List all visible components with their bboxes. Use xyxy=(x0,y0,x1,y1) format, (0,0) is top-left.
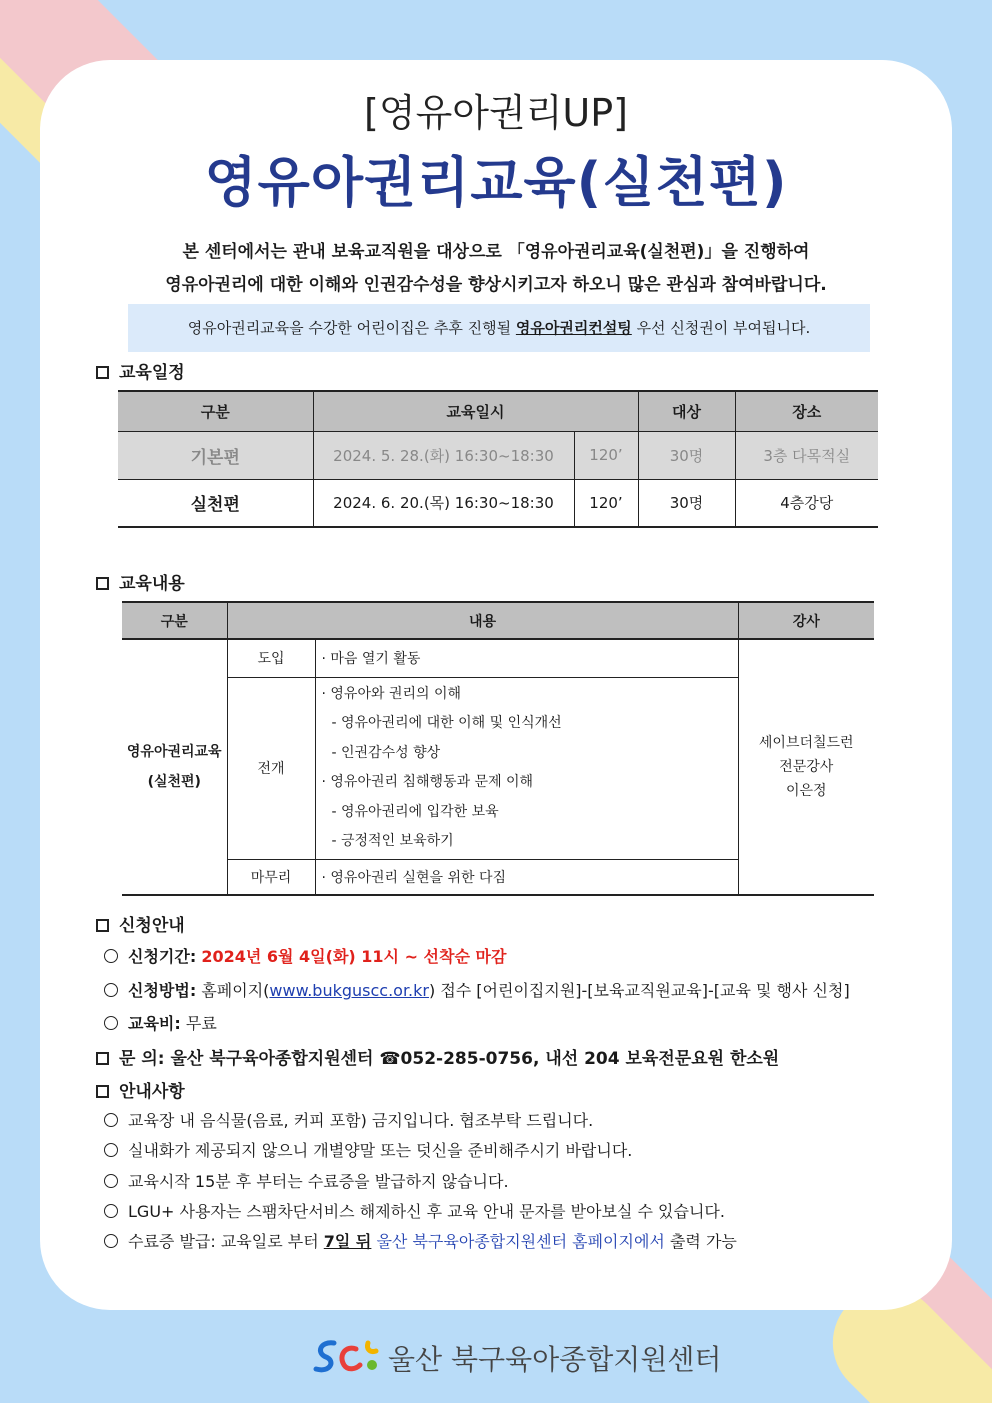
section-content-label: 교육내용 xyxy=(119,574,185,594)
content-header-content: 내용 xyxy=(227,602,738,639)
schedule-type: 실천편 xyxy=(118,479,313,527)
note-item xyxy=(104,1138,632,1161)
page-subtitle: [영유아권리UP] xyxy=(364,91,628,135)
content-header-row xyxy=(122,602,874,639)
schedule-type: 기본편 xyxy=(118,431,313,479)
apply-method xyxy=(104,978,850,1001)
apply-period-value: 2024년 6월 4일(화) 11시 ~ 선착순 마감 xyxy=(201,947,507,966)
schedule-target: 30명 xyxy=(638,431,735,479)
schedule-header-target: 대상 xyxy=(638,391,735,431)
content-main-subitem: - 영유아권리에 입각한 보육 xyxy=(331,803,499,820)
apply-fee-value: 무료 xyxy=(185,1014,217,1033)
page-title: 영유아권리교육(실천편) xyxy=(204,151,788,214)
inquiry-value: 울산 북구육아종합지원센터 ☎052-285-0756, 내선 204 보육전문요원 한소원 xyxy=(170,1049,780,1069)
note-item xyxy=(104,1199,725,1222)
content-category xyxy=(122,639,227,895)
schedule-row-basic xyxy=(118,431,878,479)
content-item-close: · 영유아권리 실현을 위한 다짐 xyxy=(315,859,738,895)
content-main-subitem: - 영유아권리에 대한 이해 및 인식개선 xyxy=(331,715,562,731)
checkbox-square-icon xyxy=(96,919,109,932)
note-item xyxy=(104,1108,593,1131)
content-stage-close: 마무리 xyxy=(227,859,315,895)
instructor-line3: 이은정 xyxy=(785,783,827,799)
schedule-table xyxy=(118,390,878,528)
content-main-item: · 영유아권리 침해행동과 문제 이해 xyxy=(321,774,534,790)
note-text: 교육시작 15분 후 부터는 수료증을 발급하지 않습니다. xyxy=(128,1172,509,1191)
schedule-place: 3층 다목적실 xyxy=(735,431,878,479)
circle-bullet-icon xyxy=(104,1234,118,1248)
instructor-line2: 전문강사 xyxy=(779,759,834,775)
cert-blue: 울산 북구육아종합지원센터 홈페이지에서 xyxy=(371,1232,665,1251)
homepage-link[interactable]: www.bukguscc.or.kr xyxy=(269,981,429,1000)
content-row-intro xyxy=(122,639,874,677)
note-text: 교육장 내 음식물(음료, 커피 포함) 금지입니다. 협조부탁 드립니다. xyxy=(128,1111,594,1130)
center-logo-icon xyxy=(310,1335,380,1379)
circle-bullet-icon xyxy=(104,949,118,963)
notice-banner xyxy=(128,304,870,352)
apply-method-label: 신청방법: xyxy=(128,981,197,1000)
content-header-instructor: 강사 xyxy=(738,602,874,639)
note-text: 실내화가 제공되지 않으니 개별양말 또는 덧신을 준비해주시기 바랍니다. xyxy=(128,1141,633,1160)
content-main-item: · 영유아와 권리의 이해 xyxy=(321,685,462,702)
circle-bullet-icon xyxy=(104,983,118,997)
section-notes-label: 안내사항 xyxy=(119,1082,185,1102)
apply-fee xyxy=(104,1011,217,1034)
content-stage-main: 전개 xyxy=(227,677,315,859)
content-main-subitem: - 인권감수성 향상 xyxy=(331,744,441,761)
notice-text-after: 우선 신청권이 부여됩니다. xyxy=(631,319,811,337)
circle-bullet-icon xyxy=(104,1143,118,1157)
section-schedule-label: 교육일정 xyxy=(119,363,185,383)
apply-method-before: 홈페이지( xyxy=(201,981,270,1000)
schedule-place: 4층강당 xyxy=(735,479,878,527)
schedule-duration: 120’ xyxy=(574,431,638,479)
instructor-line1: 세이브더칠드런 xyxy=(758,735,854,751)
apply-period-label: 신청기간: xyxy=(128,947,197,966)
circle-bullet-icon xyxy=(104,1204,118,1218)
circle-bullet-icon xyxy=(104,1174,118,1188)
schedule-header-place: 장소 xyxy=(735,391,878,431)
section-apply-label: 신청안내 xyxy=(119,916,185,936)
content-instructor xyxy=(738,639,874,895)
intro-line-1: 본 센터에서는 관내 보육교직원을 대상으로 「영유아권리교육(실천편)」을 진행하여 xyxy=(182,242,810,262)
schedule-target: 30명 xyxy=(638,479,735,527)
cert-after: 출력 가능 xyxy=(664,1232,737,1251)
inquiry-label: 문 의: xyxy=(119,1049,165,1069)
cert-bold: 7일 뒤 xyxy=(323,1232,372,1251)
cert-before: 수료증 발급: 교육일로 부터 xyxy=(128,1232,324,1251)
content-stage-intro: 도입 xyxy=(227,639,315,677)
footer-org-name: 울산 북구육아종합지원센터 xyxy=(388,1343,722,1376)
note-text: LGU+ 사용자는 스팸차단서비스 해제하신 후 교육 안내 문자를 받아보실 수 있습니다. xyxy=(128,1202,725,1221)
content-item-intro: · 마음 열기 활동 xyxy=(315,639,738,677)
schedule-row-practice xyxy=(118,479,878,527)
checkbox-square-icon xyxy=(96,366,109,379)
content-category-line1: 영유아권리교육 xyxy=(126,744,222,760)
inquiry-line xyxy=(96,1044,779,1069)
section-apply-heading xyxy=(96,911,185,936)
note-item-certificate xyxy=(104,1229,737,1252)
schedule-header-row xyxy=(118,391,878,431)
schedule-header-date: 교육일시 xyxy=(313,391,638,431)
content-main-subitem: - 긍정적인 보육하기 xyxy=(331,833,454,849)
apply-fee-label: 교육비: xyxy=(128,1014,181,1033)
checkbox-square-icon xyxy=(96,1085,109,1098)
content-header-type: 구분 xyxy=(122,602,227,639)
checkbox-square-icon xyxy=(96,577,109,590)
section-schedule-heading xyxy=(96,358,185,383)
schedule-date: 2024. 6. 20.(목) 16:30~18:30 xyxy=(313,479,574,527)
apply-period xyxy=(104,944,506,967)
apply-method-after: ) 접수 [어린이집지원]-[보육교직원교육]-[교육 및 행사 신청] xyxy=(428,981,850,1000)
checkbox-square-icon xyxy=(96,1052,109,1065)
content-items-main xyxy=(315,677,738,859)
notice-text-before: 영유아권리교육을 수강한 어린이집은 추후 진행될 xyxy=(187,319,516,337)
schedule-date: 2024. 5. 28.(화) 16:30~18:30 xyxy=(313,431,574,479)
content-table xyxy=(122,601,874,896)
circle-bullet-icon xyxy=(104,1016,118,1030)
content-category-line2: (실천편) xyxy=(147,774,201,790)
footer-logo xyxy=(310,1335,721,1379)
schedule-header-type: 구분 xyxy=(118,391,313,431)
note-item xyxy=(104,1169,509,1192)
intro-line-2: 영유아권리에 대한 이해와 인권감수성을 향상시키고자 하오니 많은 관심과 참여바랍니다. xyxy=(165,275,827,295)
section-notes-heading xyxy=(96,1077,185,1102)
schedule-duration: 120’ xyxy=(574,479,638,527)
section-content-heading xyxy=(96,569,185,594)
circle-bullet-icon xyxy=(104,1113,118,1127)
notice-highlight: 영유아권리컨설팅 xyxy=(515,319,632,337)
